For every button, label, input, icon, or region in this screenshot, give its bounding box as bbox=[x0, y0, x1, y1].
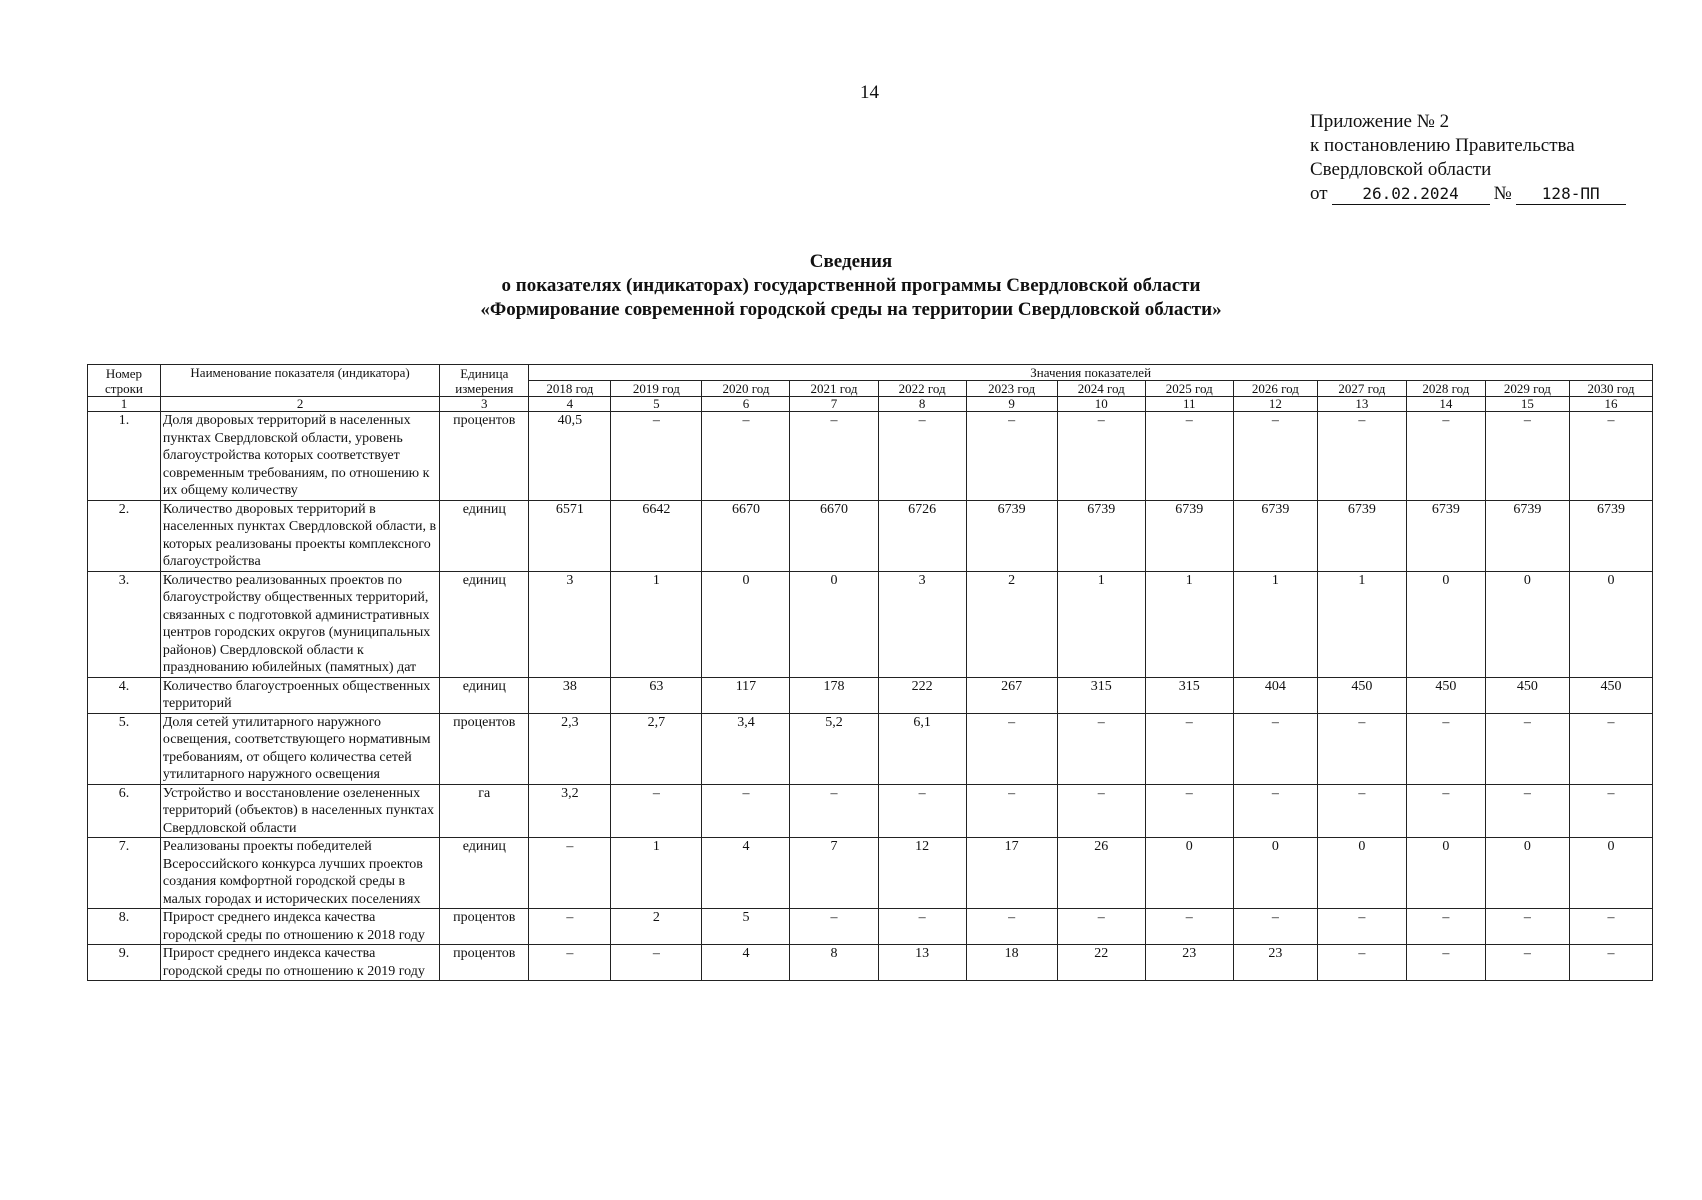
value-cell: – bbox=[1317, 909, 1406, 945]
value-cell: 6739 bbox=[1569, 500, 1652, 571]
value-cell: 6739 bbox=[1233, 500, 1317, 571]
unit-cell: единиц bbox=[440, 571, 529, 677]
value-cell: – bbox=[1485, 412, 1569, 501]
value-cell: 6739 bbox=[966, 500, 1057, 571]
value-cell: – bbox=[1233, 784, 1317, 838]
value-cell: 8 bbox=[790, 945, 878, 981]
header-year: 2027 год bbox=[1317, 381, 1406, 397]
unit-cell: процентов bbox=[440, 412, 529, 501]
value-cell: 22 bbox=[1057, 945, 1145, 981]
header-indicator-name: Наименование показателя (индикатора) bbox=[160, 365, 439, 397]
value-cell: – bbox=[1145, 784, 1233, 838]
value-cell: – bbox=[1057, 784, 1145, 838]
value-cell: – bbox=[529, 838, 611, 909]
header-unit: Единица измерения bbox=[440, 365, 529, 397]
unit-cell: процентов bbox=[440, 909, 529, 945]
value-cell: – bbox=[529, 945, 611, 981]
value-cell: 1 bbox=[1317, 571, 1406, 677]
value-cell: 4 bbox=[702, 945, 790, 981]
value-cell: – bbox=[1145, 713, 1233, 784]
indicator-name-cell: Доля сетей утилитарного наружного освещения, соответствующего нормативным требованиям, от общего количества сетей утилитарного наружного освещения bbox=[160, 713, 439, 784]
row-number-cell: 9. bbox=[88, 945, 161, 981]
indicator-name-cell: Количество дворовых территорий в населенных пунктах Свердловской области, в которых реализованы проекты комплексного благоустройства bbox=[160, 500, 439, 571]
appendix-line-1: Приложение № 2 bbox=[1310, 111, 1450, 132]
value-cell: 315 bbox=[1145, 677, 1233, 713]
value-cell: 450 bbox=[1317, 677, 1406, 713]
unit-cell: единиц bbox=[440, 838, 529, 909]
value-cell: – bbox=[1569, 909, 1652, 945]
value-cell: – bbox=[790, 909, 878, 945]
number-prefix: № bbox=[1493, 183, 1512, 204]
indicator-name-cell: Доля дворовых территорий в населенных пунктах Свердловской области, уровень благоустройства которых соответствует современным требованиям, по отношению к их общему количеству bbox=[160, 412, 439, 501]
value-cell: – bbox=[1406, 713, 1485, 784]
unit-cell: единиц bbox=[440, 677, 529, 713]
value-cell: – bbox=[1145, 412, 1233, 501]
row-number-cell: 4. bbox=[88, 677, 161, 713]
row-number-cell: 5. bbox=[88, 713, 161, 784]
value-cell: 6739 bbox=[1057, 500, 1145, 571]
column-number: 9 bbox=[966, 397, 1057, 412]
value-cell: – bbox=[702, 784, 790, 838]
header-year: 2028 год bbox=[1406, 381, 1485, 397]
value-cell: 3 bbox=[878, 571, 966, 677]
title-line-1: Сведения bbox=[809, 251, 893, 272]
table-row bbox=[88, 713, 1653, 784]
value-cell: 267 bbox=[966, 677, 1057, 713]
value-cell: – bbox=[1145, 909, 1233, 945]
value-cell: 0 bbox=[1485, 838, 1569, 909]
value-cell: 2 bbox=[611, 909, 702, 945]
value-cell: – bbox=[1406, 784, 1485, 838]
value-cell: 222 bbox=[878, 677, 966, 713]
value-cell: – bbox=[1569, 784, 1652, 838]
value-cell: 0 bbox=[1485, 571, 1569, 677]
value-cell: 5,2 bbox=[790, 713, 878, 784]
row-number-cell: 7. bbox=[88, 838, 161, 909]
value-cell: 450 bbox=[1406, 677, 1485, 713]
header-year: 2024 год bbox=[1057, 381, 1145, 397]
indicator-name-cell: Количество реализованных проектов по благоустройству общественных территорий, связанных с подготовкой административных центров городских округов (муниципальных районов) Свердловской области к празднованию юбилейных (памятных) дат bbox=[160, 571, 439, 677]
date-prefix: от bbox=[1310, 183, 1328, 204]
header-year: 2020 год bbox=[702, 381, 790, 397]
unit-cell: процентов bbox=[440, 945, 529, 981]
value-cell: 12 bbox=[878, 838, 966, 909]
column-number: 6 bbox=[702, 397, 790, 412]
value-cell: – bbox=[611, 945, 702, 981]
value-cell: 3 bbox=[529, 571, 611, 677]
value-cell: 178 bbox=[790, 677, 878, 713]
column-number: 3 bbox=[440, 397, 529, 412]
decree-number: 128-ПП bbox=[1516, 184, 1626, 205]
table-row bbox=[88, 838, 1653, 909]
indicator-name-cell: Реализованы проекты победителей Всероссийского конкурса лучших проектов создания комфортной городской среды в малых городах и исторических поселениях bbox=[160, 838, 439, 909]
value-cell: – bbox=[529, 909, 611, 945]
value-cell: – bbox=[1317, 412, 1406, 501]
value-cell: 3,4 bbox=[702, 713, 790, 784]
appendix-line-3: Свердловской области bbox=[1310, 159, 1492, 180]
value-cell: – bbox=[1485, 784, 1569, 838]
value-cell: 0 bbox=[1406, 571, 1485, 677]
value-cell: – bbox=[1485, 713, 1569, 784]
value-cell: 0 bbox=[1569, 571, 1652, 677]
table-row bbox=[88, 784, 1653, 838]
indicator-name-cell: Прирост среднего индекса качества городской среды по отношению к 2018 году bbox=[160, 909, 439, 945]
table-row bbox=[88, 571, 1653, 677]
header-year: 2018 год bbox=[529, 381, 611, 397]
value-cell: 117 bbox=[702, 677, 790, 713]
value-cell: – bbox=[1569, 412, 1652, 501]
value-cell: – bbox=[1317, 713, 1406, 784]
value-cell: – bbox=[1233, 713, 1317, 784]
value-cell: 38 bbox=[529, 677, 611, 713]
value-cell: 6739 bbox=[1406, 500, 1485, 571]
value-cell: 6642 bbox=[611, 500, 702, 571]
value-cell: – bbox=[1317, 945, 1406, 981]
header-year: 2021 год bbox=[790, 381, 878, 397]
row-number-cell: 3. bbox=[88, 571, 161, 677]
column-number-row bbox=[88, 397, 1653, 412]
value-cell: 0 bbox=[1406, 838, 1485, 909]
indicator-name-cell: Количество благоустроенных общественных территорий bbox=[160, 677, 439, 713]
value-cell: – bbox=[1233, 412, 1317, 501]
table-row bbox=[88, 945, 1653, 981]
column-number: 2 bbox=[160, 397, 439, 412]
value-cell: – bbox=[966, 713, 1057, 784]
decree-date: 26.02.2024 bbox=[1332, 184, 1490, 205]
value-cell: 450 bbox=[1485, 677, 1569, 713]
value-cell: – bbox=[966, 909, 1057, 945]
value-cell: 1 bbox=[1057, 571, 1145, 677]
indicators-table bbox=[87, 364, 1653, 981]
value-cell: 4 bbox=[702, 838, 790, 909]
header-year: 2025 год bbox=[1145, 381, 1233, 397]
value-cell: 5 bbox=[702, 909, 790, 945]
column-number: 5 bbox=[611, 397, 702, 412]
row-number-cell: 6. bbox=[88, 784, 161, 838]
header-year: 2022 год bbox=[878, 381, 966, 397]
value-cell: – bbox=[1233, 909, 1317, 945]
value-cell: 26 bbox=[1057, 838, 1145, 909]
value-cell: – bbox=[1406, 412, 1485, 501]
value-cell: 63 bbox=[611, 677, 702, 713]
header-row-number: Номер строки bbox=[88, 365, 161, 397]
column-number: 7 bbox=[790, 397, 878, 412]
value-cell: 6670 bbox=[702, 500, 790, 571]
value-cell: 0 bbox=[1145, 838, 1233, 909]
value-cell: – bbox=[702, 412, 790, 501]
appendix-date-line bbox=[1310, 182, 1626, 206]
value-cell: 6739 bbox=[1317, 500, 1406, 571]
value-cell: 23 bbox=[1145, 945, 1233, 981]
value-cell: 13 bbox=[878, 945, 966, 981]
value-cell: 1 bbox=[611, 571, 702, 677]
table-row bbox=[88, 909, 1653, 945]
column-number: 12 bbox=[1233, 397, 1317, 412]
header-year: 2019 год bbox=[611, 381, 702, 397]
value-cell: – bbox=[1406, 945, 1485, 981]
value-cell: – bbox=[1406, 909, 1485, 945]
row-number-cell: 1. bbox=[88, 412, 161, 501]
unit-cell: единиц bbox=[440, 500, 529, 571]
value-cell: – bbox=[1057, 909, 1145, 945]
row-number-cell: 8. bbox=[88, 909, 161, 945]
value-cell: – bbox=[1317, 784, 1406, 838]
indicator-name-cell: Прирост среднего индекса качества городской среды по отношению к 2019 году bbox=[160, 945, 439, 981]
value-cell: 2,3 bbox=[529, 713, 611, 784]
value-cell: – bbox=[966, 412, 1057, 501]
column-number: 1 bbox=[88, 397, 161, 412]
value-cell: – bbox=[790, 784, 878, 838]
table-row bbox=[88, 500, 1653, 571]
value-cell: 0 bbox=[1233, 838, 1317, 909]
column-number: 16 bbox=[1569, 397, 1652, 412]
unit-cell: га bbox=[440, 784, 529, 838]
table-row bbox=[88, 412, 1653, 501]
column-number: 8 bbox=[878, 397, 966, 412]
value-cell: – bbox=[878, 784, 966, 838]
page-number: 14 bbox=[860, 82, 879, 103]
value-cell: – bbox=[1569, 713, 1652, 784]
column-number: 4 bbox=[529, 397, 611, 412]
appendix-block bbox=[1310, 110, 1626, 206]
value-cell: 1 bbox=[611, 838, 702, 909]
indicator-name-cell: Устройство и восстановление озелененных территорий (объектов) в населенных пунктах Свердловской области bbox=[160, 784, 439, 838]
value-cell: – bbox=[1569, 945, 1652, 981]
value-cell: – bbox=[878, 412, 966, 501]
value-cell: 23 bbox=[1233, 945, 1317, 981]
unit-cell: процентов bbox=[440, 713, 529, 784]
value-cell: 315 bbox=[1057, 677, 1145, 713]
value-cell: – bbox=[611, 784, 702, 838]
value-cell: 6739 bbox=[1145, 500, 1233, 571]
value-cell: 6739 bbox=[1485, 500, 1569, 571]
table-row bbox=[88, 677, 1653, 713]
column-number: 14 bbox=[1406, 397, 1485, 412]
document-title bbox=[0, 250, 1702, 322]
value-cell: 6,1 bbox=[878, 713, 966, 784]
value-cell: 0 bbox=[1569, 838, 1652, 909]
value-cell: 0 bbox=[1317, 838, 1406, 909]
row-number-cell: 2. bbox=[88, 500, 161, 571]
value-cell: 18 bbox=[966, 945, 1057, 981]
value-cell: – bbox=[878, 909, 966, 945]
value-cell: – bbox=[790, 412, 878, 501]
value-cell: 6726 bbox=[878, 500, 966, 571]
value-cell: – bbox=[1485, 909, 1569, 945]
value-cell: – bbox=[1485, 945, 1569, 981]
value-cell: 0 bbox=[702, 571, 790, 677]
header-year: 2029 год bbox=[1485, 381, 1569, 397]
column-number: 10 bbox=[1057, 397, 1145, 412]
title-line-3: «Формирование современной городской среды на территории Свердловской области» bbox=[480, 299, 1222, 320]
value-cell: 40,5 bbox=[529, 412, 611, 501]
value-cell: 7 bbox=[790, 838, 878, 909]
appendix-line-2: к постановлению Правительства bbox=[1310, 135, 1575, 156]
value-cell: 450 bbox=[1569, 677, 1652, 713]
value-cell: 17 bbox=[966, 838, 1057, 909]
title-line-2: о показателях (индикаторах) государственной программы Свердловской области bbox=[501, 275, 1201, 296]
column-number: 13 bbox=[1317, 397, 1406, 412]
header-year: 2026 год bbox=[1233, 381, 1317, 397]
value-cell: 3,2 bbox=[529, 784, 611, 838]
header-row-1 bbox=[88, 365, 1653, 381]
value-cell: – bbox=[611, 412, 702, 501]
value-cell: 6670 bbox=[790, 500, 878, 571]
header-year: 2030 год bbox=[1569, 381, 1652, 397]
header-values-group: Значения показателей bbox=[529, 365, 1653, 381]
value-cell: – bbox=[966, 784, 1057, 838]
value-cell: 2,7 bbox=[611, 713, 702, 784]
value-cell: 404 bbox=[1233, 677, 1317, 713]
column-number: 11 bbox=[1145, 397, 1233, 412]
column-number: 15 bbox=[1485, 397, 1569, 412]
value-cell: 1 bbox=[1145, 571, 1233, 677]
value-cell: 2 bbox=[966, 571, 1057, 677]
header-year: 2023 год bbox=[966, 381, 1057, 397]
value-cell: – bbox=[1057, 713, 1145, 784]
value-cell: – bbox=[1057, 412, 1145, 501]
value-cell: 1 bbox=[1233, 571, 1317, 677]
value-cell: 0 bbox=[790, 571, 878, 677]
value-cell: 6571 bbox=[529, 500, 611, 571]
